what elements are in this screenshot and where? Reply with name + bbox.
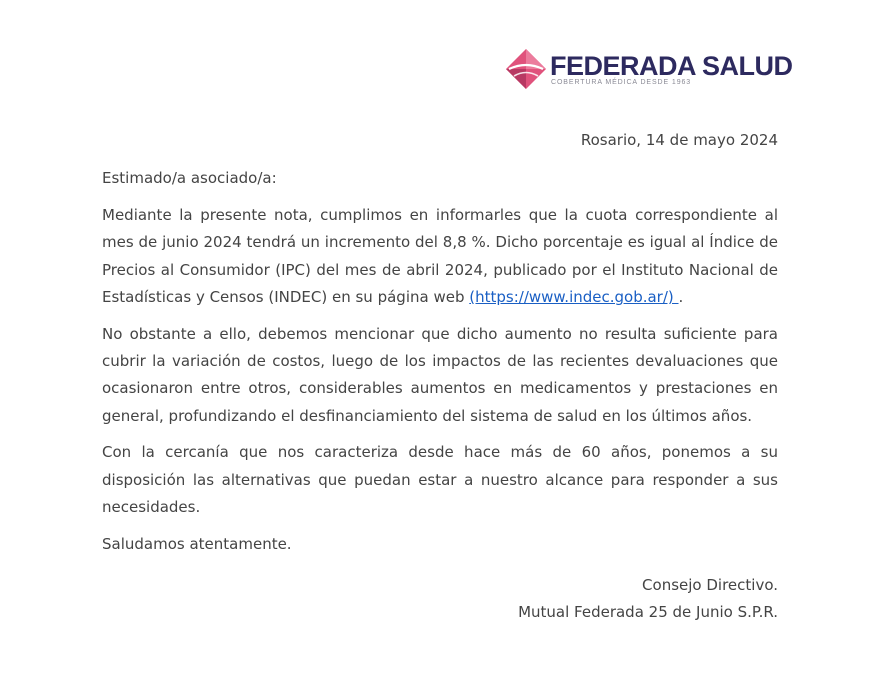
federada-salud-logo (505, 48, 793, 92)
paragraph-costs: No obstante a ello, debemos mencionar que dicho aumento no resulta suficiente para cubrir la variación de costos, luego de los impactos de las recientes devaluaciones que ocasionaron entre otros, considerables aumentos en medicamentos y prestaciones en general, profundizando el desfinanciamiento del sistema de salud en los últimos años. (102, 324, 778, 425)
brand-name: FEDERADA SALUD (550, 51, 793, 81)
indec-link[interactable]: (https://www.indec.gob.ar/) (469, 288, 679, 307)
federada-diamond-icon (505, 48, 547, 90)
signature-board: Consejo Directivo. (642, 576, 778, 595)
letter-body (102, 126, 778, 626)
letter-greeting: Estimado/a asociado/a: (102, 169, 277, 187)
paragraph-increase-text: Mediante la presente nota, cumplimos en informarles que la cuota correspondiente al mes de junio 2024 tendrá un incremento del 8,8 %. Dicho porcentaje es igual al Índice de Precios al Consumidor (IPC) del mes de abril 2024, publicado por el Instituto Nacional de Estadísticas y Censos (INDEC) en su página web (102, 206, 778, 307)
paragraph-increase-end: . (678, 288, 684, 307)
paragraph-closeness: Con la cercanía que nos caracteriza desde hace más de 60 años, ponemos a su disposición las alternativas que puedan estar a nuestro alcance para responder a sus necesidades. (102, 443, 778, 517)
letter-date: Rosario, 14 de mayo 2024 (580, 131, 778, 149)
brand-tagline: COBERTURA MÉDICA DESDE 1963 (551, 79, 692, 86)
letter-closing: Saludamos atentamente. (102, 535, 292, 554)
signature-mutual: Mutual Federada 25 de Junio S.P.R. (518, 603, 778, 622)
paragraph-increase (102, 202, 778, 312)
